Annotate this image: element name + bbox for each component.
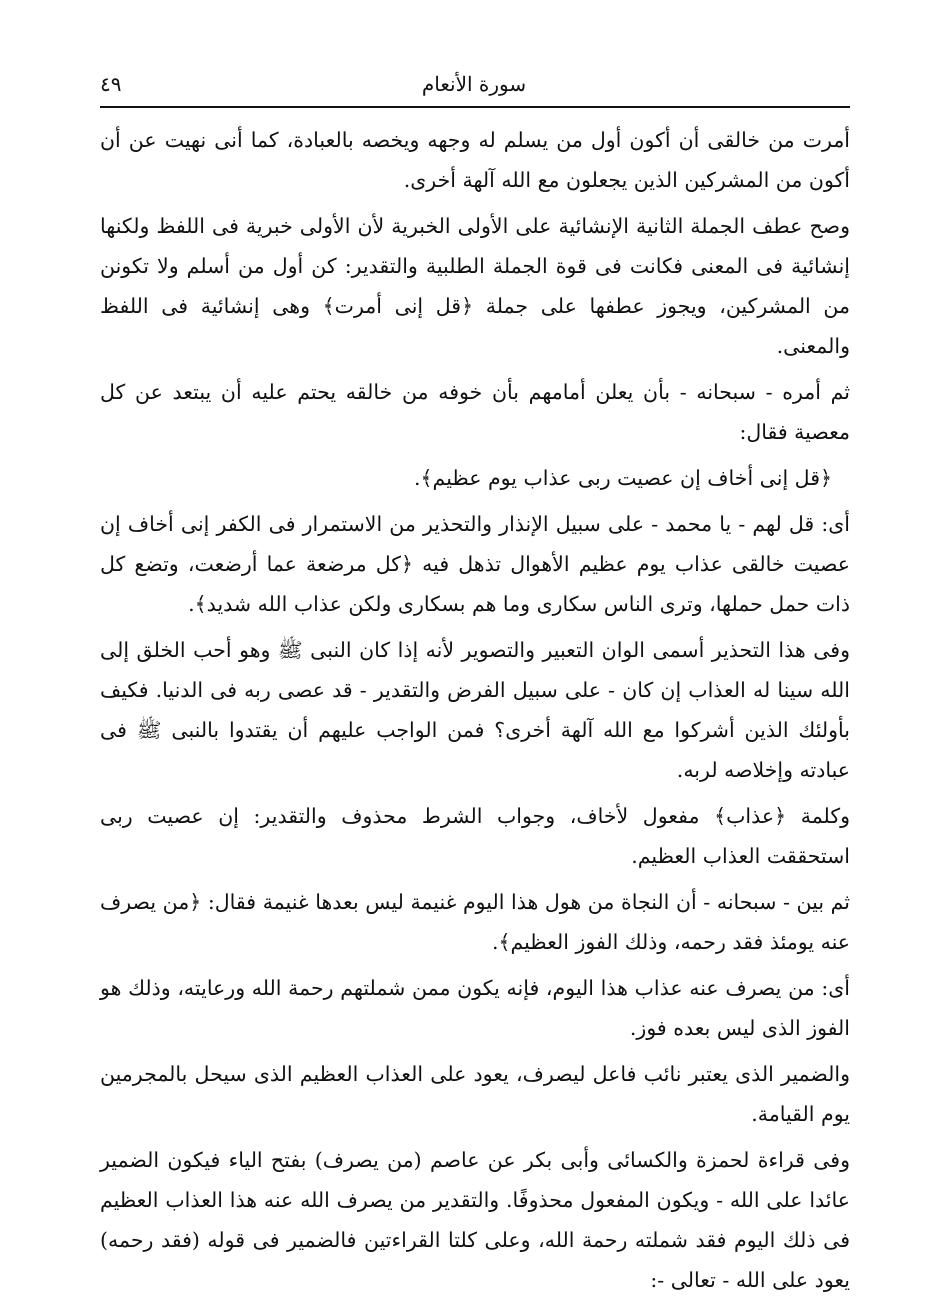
paragraph: أى: من يصرف عنه عذاب هذا اليوم، فإنه يكون ممن شملتهم رحمة الله ورعايته، وذلك هو الفوز الذى ليس بعده فوز. [100,976,850,1040]
surah-title: سورة الأنعام [421,72,527,96]
paragraph: وفى هذا التحذير أسمى الوان التعبير والتصوير لأنه إذا كان النبى ﷺ وهو أحب الخلق إلى الله سينا له العذاب إن كان - على سبيل الفرض والتقدير - قد عصى ربه فى الدنيا. فكيف بأولئك الذين أشركوا مع الله آلهة أخرى؟ فمن الواجب عليهم أن يقتدوا بالنبى ﷺ فى عبادته وإخلاصه لربه. [100,638,850,782]
paragraph: وفى قراءة لحمزة والكسائى وأبى بكر عن عاصم (من يصرف) بفتح الياء فيكون الضمير عائدا على الله - ويكون المفعول محذوفًا. والتقدير من يصرف الله عنه هذا العذاب العظيم فى ذلك اليوم فقد شملته رحمة الله، وعلى كلتا القراءتين فالضمير فى قوله (فقد رحمه) يعود على الله - تعالى -: [100,1148,850,1292]
page-number: ٤٩ [100,72,122,96]
paragraph: أمرت من خالقى أن أكون أول من يسلم له وجهه ويخصه بالعبادة، كما أنى نهيت عن أن أكون من المشركين الذين يجعلون مع الله آلهة أخرى. [100,128,850,192]
quran-verse: ﴿قل إنى أخاف إن عصيت ربى عذاب يوم عظيم﴾. [414,466,832,490]
header-divider [100,106,850,108]
paragraph: وصح عطف الجملة الثانية الإنشائية على الأولى الخبرية لأن الأولى خبرية فى اللفظ ولكنها إنشائية فى المعنى فكانت فى قوة الجملة الطلبية والتقدير: كن أول من أسلم ولا تكونن من المشركين، ويجوز عطفها على جملة ﴿قل إنى أمرت﴾ وهى إنشائية فى اللفظ والمعنى. [100,214,850,358]
paragraph: ثم بين - سبحانه - أن النجاة من هول هذا اليوم غنيمة ليس بعدها غنيمة فقال: ﴿من يصرف عنه يومئذ فقد رحمه، وذلك الفوز العظيم﴾. [100,890,850,954]
paragraph: وكلمة ﴿عذاب﴾ مفعول لأخاف، وجواب الشرط محذوف والتقدير: إن عصيت ربى استحققت العذاب العظيم. [100,804,850,868]
page-body [100,120,850,1306]
paragraph: أى: قل لهم - يا محمد - على سبيل الإنذار والتحذير من الاستمرار فى الكفر إنى أخاف إن عصيت خالقى عذاب يوم عظيم الأهوال تذهل فيه ﴿كل مرضعة عما أرضعت، وتضع كل ذات حمل حملها، وترى الناس سكارى وما هم بسكارى ولكن عذاب الله شديد﴾. [100,512,850,616]
paragraph: ثم أمره - سبحانه - بأن يعلن أمامهم بأن خوفه من خالقه يحتم عليه أن يبتعد عن كل معصية فقال: [100,380,850,444]
page-header [100,70,848,106]
paragraph: والضمير الذى يعتبر نائب فاعل ليصرف، يعود على العذاب العظيم الذى سيحل بالمجرمين يوم القيامة. [100,1062,850,1126]
